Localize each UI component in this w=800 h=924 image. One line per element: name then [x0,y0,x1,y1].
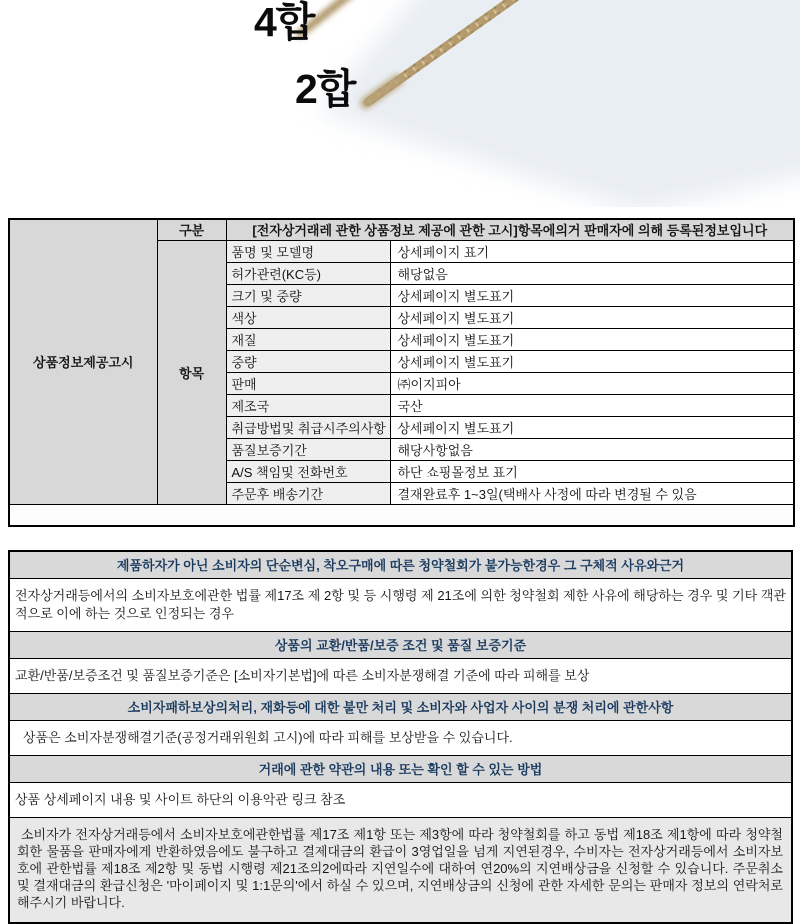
spec-value-cell: 상세페이지 표기 [390,240,794,262]
policy-section-body: 상품은 소비자분쟁해결기준(공정거래위원회 고시)에 따라 피해를 보상받을 수 있습니다. [10,721,791,756]
policy-section-heading: 제품하자가 아닌 소비자의 단순변심, 착오구매에 따른 청약철회가 불가능한경우 그 구체적 사유와근거 [10,552,791,579]
spec-value-cell: 해당사항없음 [390,438,794,460]
spec-value-cell: 상세페이지 별도표기 [390,284,794,306]
item-category-cell: 항목 [157,240,226,504]
policy-section-body: 전자상거래등에서의 소비자보호에관한 법률 제17조 제 2항 및 등 시행령 제 21조에 의한 청약철회 제한 사유에 해당하는 경우 및 기타 객관적으로 이에 하는 것으로 인정되는 경우 [10,579,791,632]
spec-label-cell: 주문후 배송기간 [226,482,390,504]
photo-label-2ply: 2합 [295,66,356,112]
spec-label-cell: A/S 책임및 전화번호 [226,460,390,482]
policy-section-body: 교환/반품/보증조건 및 품질보증기준은 [소비자기본법]에 따른 소비자분쟁해결 기준에 따라 피해를 보상 [10,659,791,694]
table-footer-row [9,504,794,526]
table-header-row [9,219,794,240]
spec-label-cell: 품질보증기간 [226,438,390,460]
spec-label-cell: 취급방법및 취급시주의사항 [226,416,390,438]
spec-label-cell: 색상 [226,306,390,328]
policy-section-heading: 상품의 교환/반품/보증 조건 및 품질 보증기준 [10,632,791,659]
category-header-cell: 구분 [157,219,226,240]
policy-section-heading: 소비자패하보상의처리, 재화등에 대한 불만 처리 및 소비자와 사업자 사이의 분쟁 처리에 관한사항 [10,694,791,721]
notice-header-cell: [전자상거래레 관한 상품정보 제공에 관한 고시]항목에의거 판매자에 의해 등록된정보입니다 [226,219,794,240]
spec-value-cell: 해당없음 [390,262,794,284]
policy-footnote: 소비자가 전자상거래등에서 소비자보호에관한법률 제17조 제1항 또는 제3항에 따라 청약철회를 하고 동법 제18조 제1항에 따라 청약철회한 물품을 판매자에게 반환하였음에도 불구하고 결제대금의 환급이 3영업일을 넘게 지연된경우, 수비자는 전자상거래등에서 소비자보호에 관한법률 제18조 제2항 및 동법 시행령 제21조의2에따라 지연일수에 대하여 연20%의 지연배상금을 신청할 수 있습니다. 주문취소 및 결재대금의 환급신청은 '마이페이지 및 1:1문의'에서 하실 수 있으며, 지연배상금의 신청에 관한 자세한 문의는 판매자 정보의 연락처로 해주시기 바랍니다. [10,818,791,922]
policy-section-heading: 거래에 관한 약관의 내용 또는 확인 할 수 있는 방법 [10,756,791,783]
spec-value-cell: 국산 [390,394,794,416]
policy-table [8,550,793,924]
spec-value-cell: 상세페이지 별도표기 [390,416,794,438]
spec-value-cell: 하단 쇼핑몰정보 표기 [390,460,794,482]
spec-label-cell: 재질 [226,328,390,350]
spec-label-cell: 중량 [226,350,390,372]
spec-value-cell: 상세페이지 별도표기 [390,328,794,350]
spec-value-cell: 상세페이지 별도표기 [390,350,794,372]
photo-label-4ply: 4합 [254,0,315,45]
spec-value-cell: 결재완료후 1~3일(택배사 사정에 따라 변경될 수 있음 [390,482,794,504]
spec-value-cell: 상세페이지 별도표기 [390,306,794,328]
spec-value-cell: ㈜이지피아 [390,372,794,394]
spec-label-cell: 품명 및 모델명 [226,240,390,262]
product-info-notice-table [8,218,793,527]
spec-label-cell: 제조국 [226,394,390,416]
policy-section-body: 상품 상세페이지 내용 및 사이트 하단의 이용악관 링크 참조 [10,783,791,818]
spec-label-cell: 허가관련(KC등) [226,262,390,284]
group-title-cell: 상품정보제공고시 [9,219,157,504]
thread-image [0,0,800,207]
product-photo [0,0,800,207]
table-footer-cell [9,504,794,526]
spec-label-cell: 판매 [226,372,390,394]
spec-label-cell: 크기 및 중량 [226,284,390,306]
